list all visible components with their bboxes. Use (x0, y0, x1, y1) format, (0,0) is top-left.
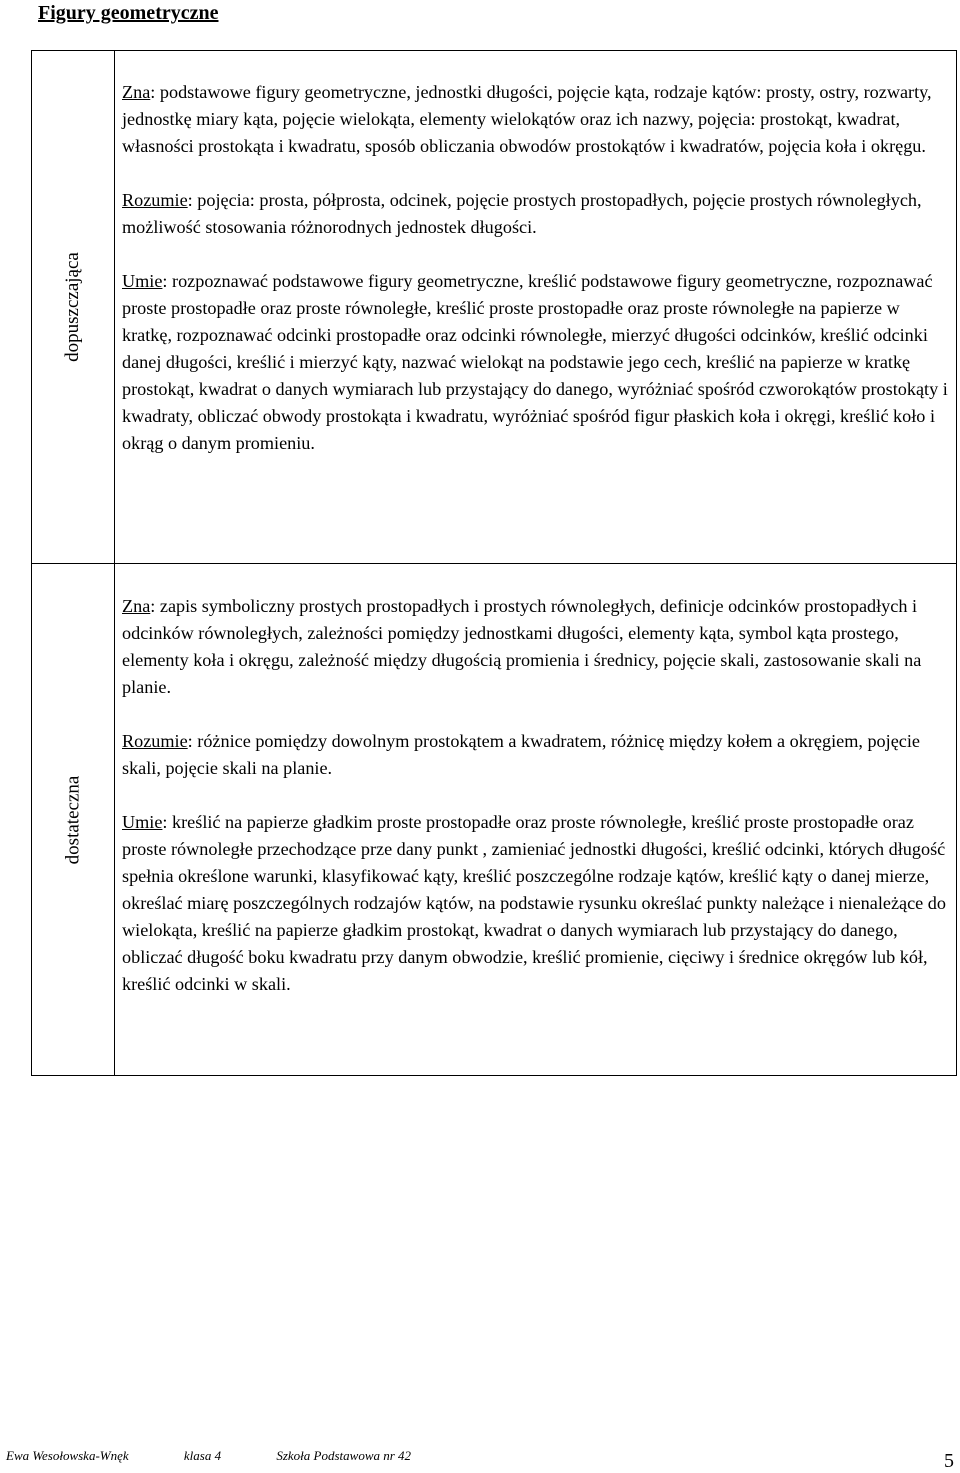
section-text: : zapis symboliczny prostych prostopadłych i prostych równoległych, definicje odcinków prostopadłych i odcinków równoległych, zależności pomiędzy jednostkami długości, elementy kąta, symbol kąta prostego, elementy koła i okręgu, zależność między długością promienia i średnicy, pojęcie skali, zastosowanie skali na planie. (122, 596, 922, 697)
can-do-paragraph (122, 809, 952, 998)
page-title: Figury geometryczne (38, 2, 219, 24)
grade-level-cell (32, 51, 114, 563)
section-text: : podstawowe figury geometryczne, jednostki długości, pojęcie kąta, rodzaje kątów: prosty, ostry, rozwarty, jednostkę miary kąta, pojęcie wielokąta, elementy wielokątów oraz ich nazwy, pojęcia: prostokąt, kwadrat, własności prostokąta i kwadratu, sposób obliczania obwodów prostokątów i kwadratów, pojęcia koła i okręgu. (122, 82, 932, 156)
section-text: : kreślić na papierze gładkim proste prostopadłe oraz proste równoległe, kreślić proste prostopadłe oraz proste równoległe przechodzące prze dany punkt , zamieniać jednostki długości, kreślić odcinki, których długość spełnia określone warunki, klasyfikować kąty, kreślić poszczególne rodzaje kątów, kreślić kąty o danej mierze, określać miarę poszczególnych rodzajów kątów, na podstawie rysunku określać punkty należące i nienależące do wielokąta, kreślić na papierze gładkim prostokąt, kwadrat o danych wymiarach lub przystający do danego, obliczać długość boku kwadratu przy danym obwodzie, kreślić promienie, cięciwy i średnice okręgów lub kół, kreślić odcinki w skali. (122, 812, 946, 994)
understands-paragraph (122, 728, 952, 782)
requirements-table (31, 50, 957, 1076)
page-number: 5 (944, 1450, 954, 1472)
section-label: Rozumie (122, 731, 188, 751)
grade-level-label: dostateczna (62, 775, 83, 865)
section-label: Zna (122, 82, 151, 102)
section-label: Zna (122, 596, 151, 616)
footer-class: klasa 4 (183, 1448, 222, 1463)
footer-school: Szkoła Podstawowa nr 42 (276, 1448, 412, 1463)
section-label: Rozumie (122, 190, 188, 210)
footer-author: Ewa Wesołowska-Wnęk (6, 1448, 129, 1463)
section-text: : różnice pomiędzy dowolnym prostokątem a kwadratem, różnicę między kołem a okręgiem, pojęcie skali, pojęcie skali na planie. (122, 731, 920, 778)
section-label: Umie (122, 812, 163, 832)
grade-level-cell (32, 564, 114, 1076)
understands-paragraph (122, 187, 952, 241)
knows-paragraph (122, 593, 952, 701)
section-label: Umie (122, 271, 163, 291)
can-do-paragraph (122, 268, 952, 457)
section-text: : rozpoznawać podstawowe figury geometryczne, kreślić podstawowe figury geometryczne, rozpoznawać proste prostopadłe oraz proste równoległe, kreślić proste prostopadłe oraz proste równoległe na papierze w kratkę, rozpoznawać odcinki prostopadłe oraz odcinki równoległe, mierzyć długości odcinków, kreślić odcinki danej długości, kreślić i mierzyć kąty, nazwać wielokąt na podstawie jego cech, kreślić na papierze w kratkę prostokąt, kwadrat o danych wymiarach lub przystający do danego, wyróżniać spośród czworokątów prostokąty i kwadraty, obliczać obwody prostokąta i kwadratu, wyróżniać spośród figur płaskich koła i okręgi, kreślić koło i okrąg o danym promieniu. (122, 271, 948, 453)
requirements-cell (122, 79, 952, 457)
row-divider (32, 563, 956, 564)
grade-level-label: dopuszczająca (62, 252, 83, 362)
section-text: : pojęcia: prosta, półprosta, odcinek, pojęcie prostych prostopadłych, pojęcie prostych równoległych, możliwość stosowania różnorodnych jednostek długości. (122, 190, 922, 237)
page-footer (6, 1448, 463, 1464)
requirements-cell (122, 593, 952, 998)
knows-paragraph (122, 79, 952, 160)
